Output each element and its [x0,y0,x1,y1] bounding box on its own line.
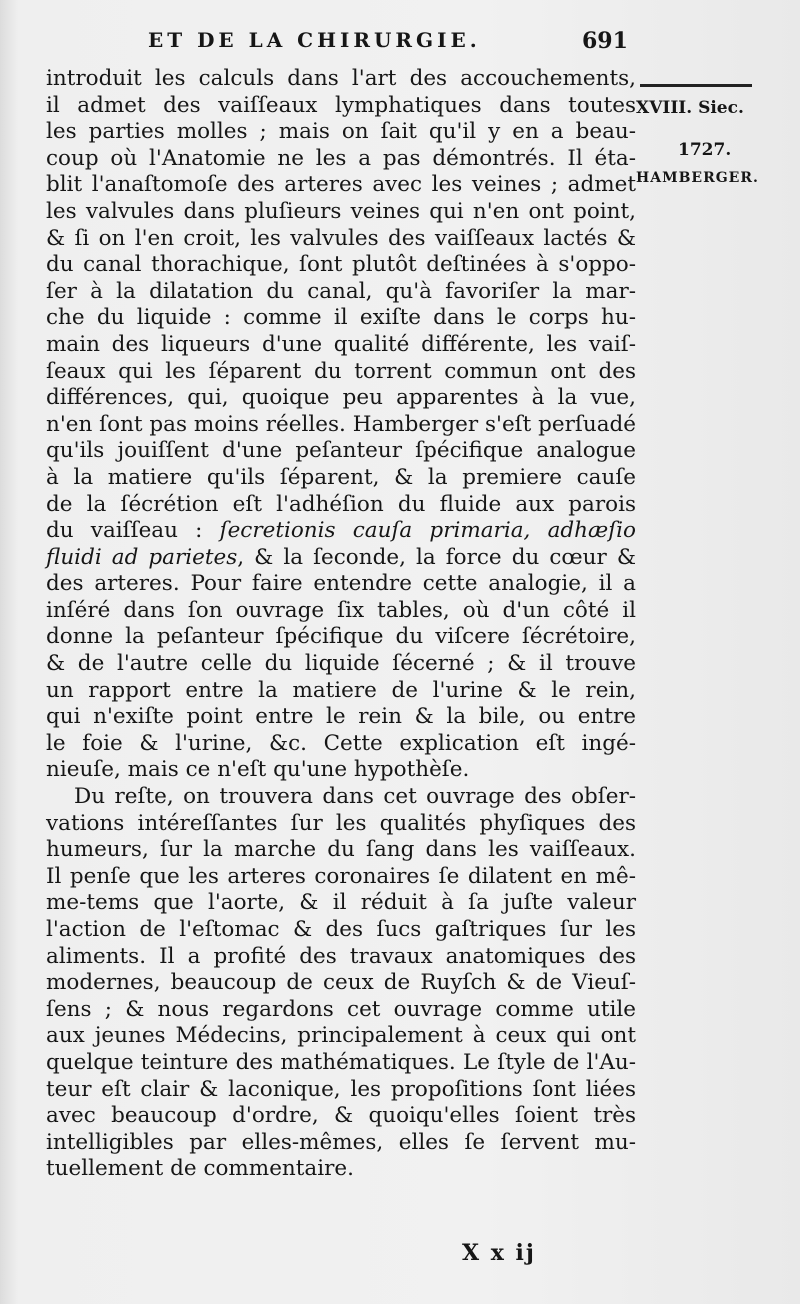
text-line: ſeaux qui les ſéparent du torrent commun ont des [46,358,636,384]
text-line-latin [46,545,636,572]
text-line: n'en ſont pas moins réelles. Hamberger s'eſt perſuadé [46,411,636,437]
text-line: un rapport entre la matiere de l'urine & le rein, [46,677,636,703]
text-line: teur eſt clair & laconique, les propoſitions ſont liées [46,1076,636,1102]
text-line: humeurs, ſur la marche du ſang dans les vaiſſeaux. [46,837,636,863]
body-text [46,66,636,1183]
text-line: coup où l'Anatomie ne les a pas démontrés. Il éta- [46,145,636,171]
text-line: vations intéreſſantes ſur les qualités phyſiques des [46,810,636,836]
text-line: les parties molles ; mais on ſait qu'il y en a beau- [46,119,636,145]
text-line: aux jeunes Médecins, principalement à ceux qui ont [46,1023,636,1049]
margin-author-name: HAMBERGER. [636,170,759,186]
text-line: différences, qui, quoique peu apparentes à la vue, [46,385,636,411]
line-start: du vaiſſeau : [46,518,220,544]
text-line: ſer à la dilatation du canal, qu'à favoriſer la mar- [46,278,636,304]
text-line: l'action de l'eſtomac & des ſucs gaſtriques ſur les [46,917,636,942]
text-line: tuellement de commentaire. [46,1156,354,1182]
text-line: main des liqueurs d'une qualité différente, les vaiſ- [46,331,636,357]
text-line: blit l'anaſtomoſe des arteres avec les veines ; admet [46,172,636,198]
text-line: à la matiere qu'ils ſéparent, & la premiere cauſe [46,464,636,490]
text-line: inſéré dans ſon ouvrage ſix tables, où d'un côté il [46,597,636,623]
text-line: & de l'autre celle du liquide ſécerné ; & il trouve [46,651,636,677]
line-tail: , & la ſeconde, la force du cœur & [237,544,636,570]
signature-mark: X x ij [462,1240,536,1266]
running-head: ET DE LA CHIRURGIE. [148,28,481,52]
text-line: du canal thorachique, ſont plutôt deſtinées à s'oppo- [46,252,636,278]
text-line: qu'ils jouiſſent d'une peſanteur ſpécifique analogue [46,438,636,464]
text-line: intelligibles par elles-mêmes, elles ſe ſervent mu- [46,1129,636,1155]
text-line: Il penſe que les arteres coronaires ſe dilatent en mê- [46,863,636,889]
text-line: qui n'exiſte point entre le rein & la bile, ou entre [46,704,636,730]
text-line: modernes, beaucoup de ceux de Ruyſch & de Vieuſ- [46,970,636,996]
margin-century: XVIII. Siec. [636,98,744,118]
margin-year: 1727. [678,140,732,160]
text-line: avec beaucoup d'ordre, & quoiqu'elles ſoient très [46,1103,636,1129]
text-line: me-tems que l'aorte, & il réduit à ſa juſte valeur [46,890,636,916]
latin-quote: ſecretionis cauſa primaria, adhæſio [219,518,636,544]
text-line: che du liquide : comme il exiſte dans le corps hu- [46,305,636,331]
text-line: quelque teinture des mathématiques. Le ſtyle de l'Au- [46,1049,636,1075]
text-line: Du reſte, on trouvera dans cet ouvrage des obſer- [74,784,636,810]
text-line: introduit les calculs dans l'art des accouchements, [46,66,636,91]
latin-quote: fluidi ad parietes [46,544,238,570]
text-line: & ſi on l'en croit, les valvules des vaiſſeaux lactés & [46,225,636,251]
text-line: ſens ; & nous regardons cet ouvrage comme utile [46,996,636,1022]
text-line: aliments. Il a profité des travaux anatomiques des [46,943,636,969]
text-line: nieuſe, mais ce n'eſt qu'une hypothèſe. [46,757,470,783]
text-line: les valvules dans pluſieurs veines qui n'en ont point, [46,198,636,224]
text-line: il admet des vaiſſeaux lymphatiques dans toutes [46,92,636,118]
margin-rule [640,84,752,87]
text-line: des arteres. Pour faire entendre cette analogie, il a [46,571,636,597]
text-line: de la ſécrétion eſt l'adhéſion du fluide aux parois [46,491,636,517]
page-number: 691 [582,28,628,54]
text-line: donne la peſanteur ſpécifique du viſcere ſécrétoire, [46,624,636,650]
text-line-latin [46,518,636,545]
text-line: le foie & l'urine, &c. Cette explication eſt ingé- [46,730,636,756]
